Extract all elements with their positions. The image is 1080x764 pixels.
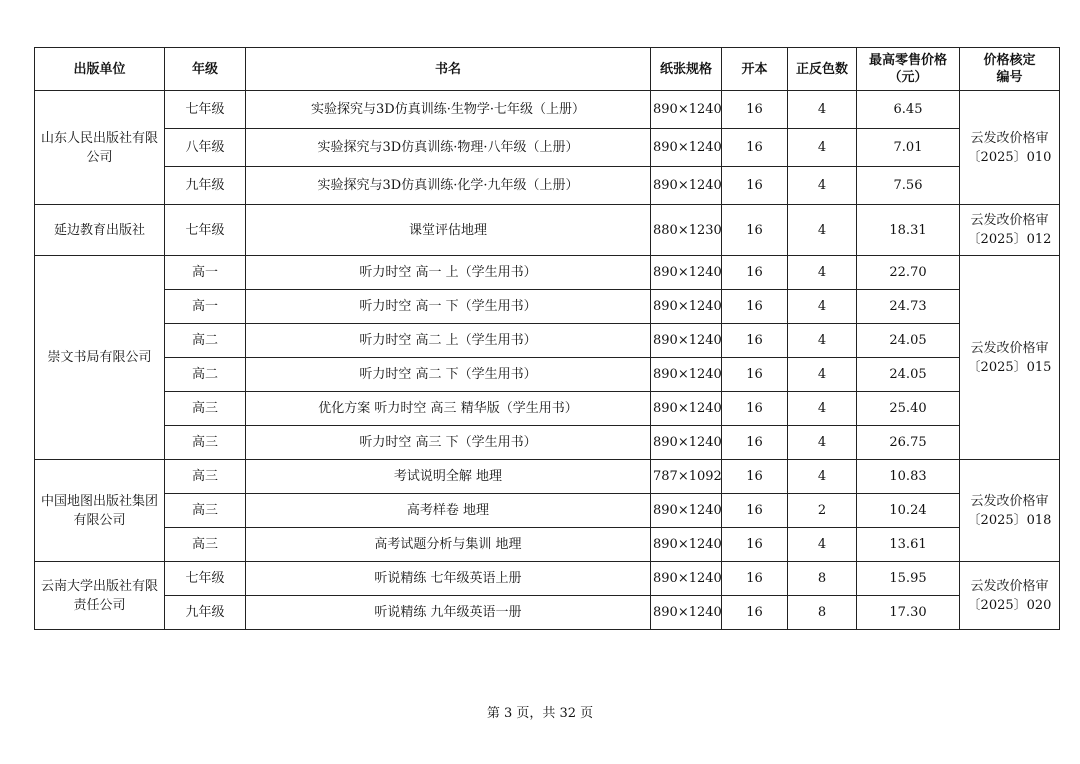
publisher-cell: 延边教育出版社	[35, 205, 165, 256]
table-row	[35, 324, 1060, 358]
table-row	[35, 256, 1060, 290]
table-row	[35, 392, 1060, 426]
table-header-row	[35, 48, 1060, 91]
title-cell: 高考试题分析与集训 地理	[246, 528, 651, 562]
title-cell: 听力时空 高三 下（学生用书）	[246, 426, 651, 460]
grade-cell: 高一	[165, 256, 246, 290]
colors-cell: 4	[788, 528, 857, 562]
paper-size-cell: 890×1240	[651, 129, 722, 167]
colors-cell: 4	[788, 256, 857, 290]
approval-line2: 〔2025〕020	[967, 597, 1052, 613]
paper-size-cell: 890×1240	[651, 562, 722, 596]
paper-size-cell: 890×1240	[651, 91, 722, 129]
price-cell: 25.40	[857, 392, 960, 426]
grade-cell: 七年级	[165, 91, 246, 129]
format-cell: 16	[722, 426, 788, 460]
grade-cell: 高三	[165, 460, 246, 494]
grade-cell: 高二	[165, 358, 246, 392]
table-row	[35, 129, 1060, 167]
price-cell: 7.56	[857, 167, 960, 205]
colors-cell: 4	[788, 290, 857, 324]
paper-size-cell: 787×1092	[651, 460, 722, 494]
approval-cell	[960, 91, 1060, 205]
header-approval	[960, 48, 1060, 91]
format-cell: 16	[722, 167, 788, 205]
table-row	[35, 290, 1060, 324]
colors-cell: 4	[788, 392, 857, 426]
header-format: 开本	[722, 48, 788, 91]
header-title: 书名	[246, 48, 651, 91]
grade-cell: 高三	[165, 494, 246, 528]
approval-line2: 〔2025〕018	[967, 512, 1052, 528]
price-cell: 24.05	[857, 358, 960, 392]
table-row	[35, 167, 1060, 205]
table-row	[35, 596, 1060, 630]
colors-cell: 4	[788, 91, 857, 129]
title-cell: 实验探究与3D仿真训练·化学·九年级（上册）	[246, 167, 651, 205]
header-max-price-line1: 最高零售价格	[868, 53, 947, 68]
approval-line1: 云发改价格审	[970, 493, 1049, 509]
format-cell: 16	[722, 562, 788, 596]
title-cell: 听说精练 七年级英语上册	[246, 562, 651, 596]
format-cell: 16	[722, 324, 788, 358]
title-cell: 考试说明全解 地理	[246, 460, 651, 494]
price-cell: 7.01	[857, 129, 960, 167]
title-cell: 听力时空 高一 上（学生用书）	[246, 256, 651, 290]
format-cell: 16	[722, 205, 788, 256]
approval-line2: 〔2025〕010	[967, 149, 1052, 165]
price-cell: 22.70	[857, 256, 960, 290]
price-cell: 17.30	[857, 596, 960, 630]
approval-line2: 〔2025〕012	[967, 232, 1052, 247]
title-cell: 听力时空 高一 下（学生用书）	[246, 290, 651, 324]
format-cell: 16	[722, 494, 788, 528]
grade-cell: 八年级	[165, 129, 246, 167]
table-row	[35, 426, 1060, 460]
approval-line1: 云发改价格审	[970, 340, 1049, 356]
paper-size-cell: 890×1240	[651, 256, 722, 290]
paper-size-cell: 890×1240	[651, 167, 722, 205]
grade-cell: 高三	[165, 426, 246, 460]
price-cell: 13.61	[857, 528, 960, 562]
header-approval-line1: 价格核定	[983, 53, 1036, 68]
paper-size-cell: 890×1240	[651, 528, 722, 562]
paper-size-cell: 890×1240	[651, 426, 722, 460]
table-row	[35, 91, 1060, 129]
paper-size-cell: 890×1240	[651, 358, 722, 392]
format-cell: 16	[722, 460, 788, 494]
format-cell: 16	[722, 256, 788, 290]
format-cell: 16	[722, 129, 788, 167]
title-cell: 实验探究与3D仿真训练·生物学·七年级（上册）	[246, 91, 651, 129]
header-max-price-line2: （元）	[888, 70, 928, 85]
publisher-cell: 中国地图出版社集团有限公司	[35, 460, 165, 562]
price-cell: 10.83	[857, 460, 960, 494]
approval-line1: 云发改价格审	[970, 130, 1049, 146]
grade-cell: 七年级	[165, 562, 246, 596]
approval-cell	[960, 256, 1060, 460]
table-row	[35, 358, 1060, 392]
header-publisher: 出版单位	[35, 48, 165, 91]
paper-size-cell: 890×1240	[651, 494, 722, 528]
publisher-cell: 山东人民出版社有限公司	[35, 91, 165, 205]
price-approval-table	[34, 47, 1060, 630]
price-cell: 24.73	[857, 290, 960, 324]
header-approval-line2: 编号	[996, 70, 1023, 85]
colors-cell: 4	[788, 205, 857, 256]
title-cell: 实验探究与3D仿真训练·物理·八年级（上册）	[246, 129, 651, 167]
title-cell: 听说精练 九年级英语一册	[246, 596, 651, 630]
approval-cell	[960, 205, 1060, 256]
price-cell: 10.24	[857, 494, 960, 528]
paper-size-cell: 890×1240	[651, 290, 722, 324]
table-row	[35, 205, 1060, 256]
approval-line2: 〔2025〕015	[967, 359, 1052, 375]
paper-size-cell: 880×1230	[651, 205, 722, 256]
title-cell: 听力时空 高二 上（学生用书）	[246, 324, 651, 358]
header-max-price	[857, 48, 960, 91]
publisher-cell: 云南大学出版社有限责任公司	[35, 562, 165, 630]
colors-cell: 4	[788, 426, 857, 460]
header-grade: 年级	[165, 48, 246, 91]
title-cell: 高考样卷 地理	[246, 494, 651, 528]
format-cell: 16	[722, 358, 788, 392]
format-cell: 16	[722, 528, 788, 562]
colors-cell: 4	[788, 167, 857, 205]
price-cell: 26.75	[857, 426, 960, 460]
paper-size-cell: 890×1240	[651, 596, 722, 630]
approval-cell	[960, 562, 1060, 630]
price-cell: 15.95	[857, 562, 960, 596]
approval-line1: 云发改价格审	[970, 578, 1049, 594]
grade-cell: 九年级	[165, 596, 246, 630]
header-paper-size: 纸张规格	[651, 48, 722, 91]
grade-cell: 九年级	[165, 167, 246, 205]
grade-cell: 高一	[165, 290, 246, 324]
format-cell: 16	[722, 290, 788, 324]
format-cell: 16	[722, 91, 788, 129]
table-row	[35, 494, 1060, 528]
colors-cell: 4	[788, 129, 857, 167]
colors-cell: 8	[788, 596, 857, 630]
approval-cell	[960, 460, 1060, 562]
title-cell: 听力时空 高二 下（学生用书）	[246, 358, 651, 392]
colors-cell: 8	[788, 562, 857, 596]
table-row	[35, 528, 1060, 562]
price-cell: 18.31	[857, 205, 960, 256]
format-cell: 16	[722, 596, 788, 630]
price-cell: 24.05	[857, 324, 960, 358]
approval-line1: 云发改价格审	[970, 213, 1049, 228]
grade-cell: 高三	[165, 392, 246, 426]
table-row	[35, 562, 1060, 596]
table-row	[35, 460, 1060, 494]
grade-cell: 高三	[165, 528, 246, 562]
title-cell: 课堂评估地理	[246, 205, 651, 256]
publisher-cell: 崇文书局有限公司	[35, 256, 165, 460]
colors-cell: 4	[788, 324, 857, 358]
paper-size-cell: 890×1240	[651, 324, 722, 358]
page-number: 第 3 页，共 32 页	[486, 706, 594, 721]
paper-size-cell: 890×1240	[651, 392, 722, 426]
colors-cell: 4	[788, 358, 857, 392]
format-cell: 16	[722, 392, 788, 426]
price-cell: 6.45	[857, 91, 960, 129]
grade-cell: 高二	[165, 324, 246, 358]
colors-cell: 2	[788, 494, 857, 528]
header-colors: 正反色数	[788, 48, 857, 91]
grade-cell: 七年级	[165, 205, 246, 256]
colors-cell: 4	[788, 460, 857, 494]
title-cell: 优化方案 听力时空 高三 精华版（学生用书）	[246, 392, 651, 426]
